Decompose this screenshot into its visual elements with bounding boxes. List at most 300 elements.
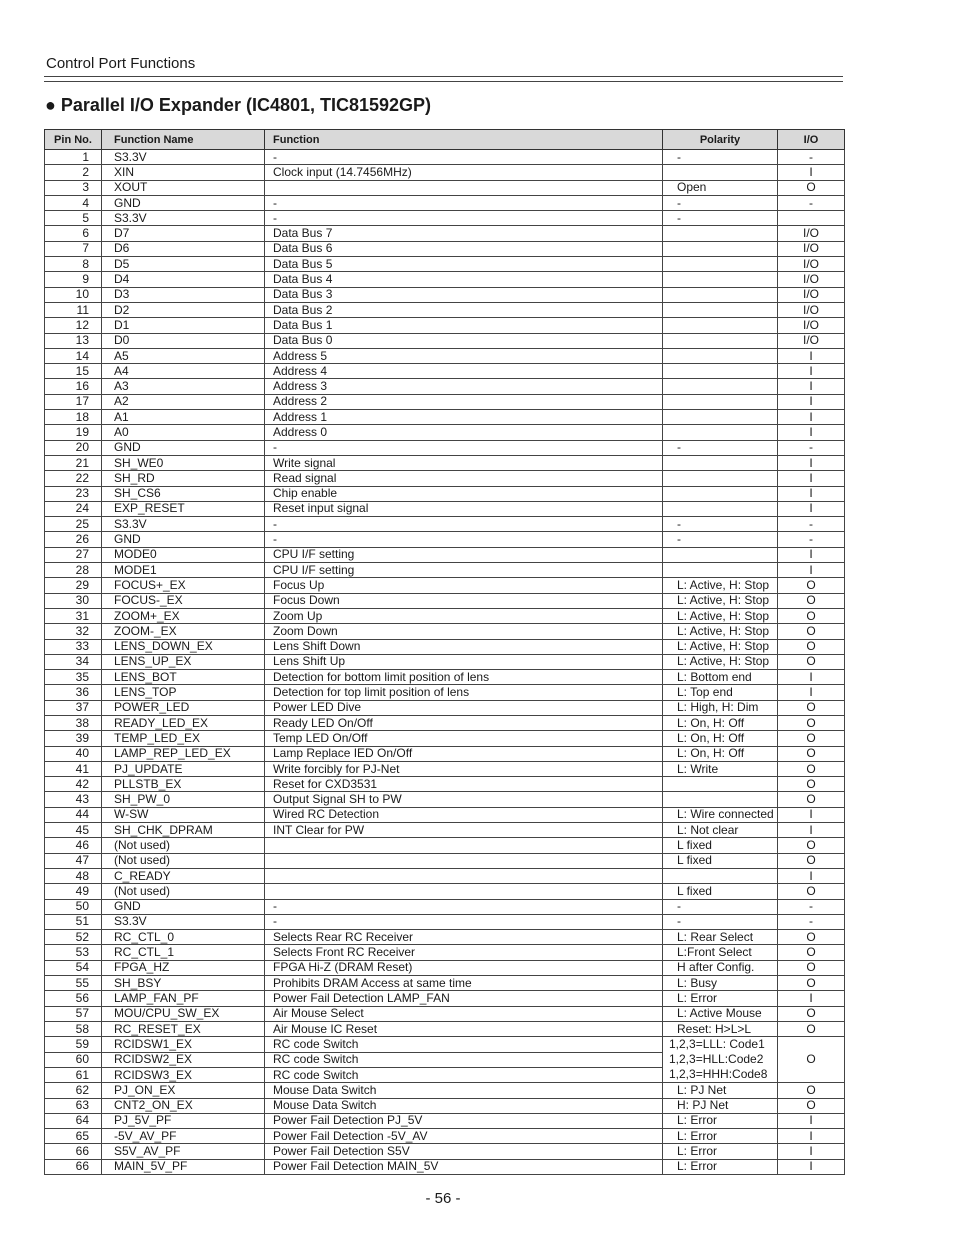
function-name-cell: READY_LED_EX bbox=[102, 715, 265, 730]
function-name-cell: SH_WE0 bbox=[102, 455, 265, 470]
polarity-cell: H: PJ Net bbox=[663, 1098, 778, 1113]
table-row bbox=[45, 960, 845, 975]
io-cell: O bbox=[778, 761, 845, 776]
table-row bbox=[45, 884, 845, 899]
function-name-cell: GND bbox=[102, 899, 265, 914]
function-cell: Address 0 bbox=[265, 425, 663, 440]
pin-number-cell: 17 bbox=[45, 394, 102, 409]
io-cell: O bbox=[778, 838, 845, 853]
table-row bbox=[45, 1021, 845, 1036]
function-name-cell: A3 bbox=[102, 379, 265, 394]
function-name-cell: S3.3V bbox=[102, 914, 265, 929]
pin-number-cell: 44 bbox=[45, 807, 102, 822]
pin-number-cell: 45 bbox=[45, 823, 102, 838]
io-cell: O bbox=[778, 731, 845, 746]
io-cell: O bbox=[778, 1098, 845, 1113]
table-row bbox=[45, 608, 845, 623]
pin-number-cell: 27 bbox=[45, 547, 102, 562]
function-name-cell: SH_RD bbox=[102, 471, 265, 486]
io-cell: O bbox=[778, 700, 845, 715]
io-cell: I bbox=[778, 410, 845, 425]
function-name-cell: PJ_5V_PF bbox=[102, 1113, 265, 1128]
io-cell: I bbox=[778, 868, 845, 883]
pin-number-cell: 13 bbox=[45, 333, 102, 348]
pin-number-cell: 51 bbox=[45, 914, 102, 929]
function-cell: FPGA Hi-Z (DRAM Reset) bbox=[265, 960, 663, 975]
pin-number-cell: 54 bbox=[45, 960, 102, 975]
table-row bbox=[45, 792, 845, 807]
polarity-cell: L: Rear Select bbox=[663, 930, 778, 945]
polarity-cell bbox=[663, 547, 778, 562]
io-cell: I/O bbox=[778, 272, 845, 287]
table-row bbox=[45, 899, 845, 914]
polarity-cell bbox=[663, 471, 778, 486]
polarity-cell: L: Bottom end bbox=[663, 670, 778, 685]
table-row bbox=[45, 364, 845, 379]
polarity-cell bbox=[663, 486, 778, 501]
polarity-cell bbox=[663, 241, 778, 256]
polarity-cell: L:Front Select bbox=[663, 945, 778, 960]
function-name-cell: MODE1 bbox=[102, 563, 265, 578]
polarity-cell bbox=[663, 792, 778, 807]
io-cell: - bbox=[778, 899, 845, 914]
function-name-cell: D6 bbox=[102, 241, 265, 256]
function-cell: Data Bus 6 bbox=[265, 241, 663, 256]
function-cell: Detection for bottom limit position of lens bbox=[265, 670, 663, 685]
polarity-cell: L fixed bbox=[663, 838, 778, 853]
io-cell: I bbox=[778, 1129, 845, 1144]
function-cell: Data Bus 7 bbox=[265, 226, 663, 241]
polarity-cell: L: Active Mouse bbox=[663, 1006, 778, 1021]
io-cell-merged: O bbox=[778, 1037, 845, 1083]
table-row bbox=[45, 715, 845, 730]
pin-number-cell: 21 bbox=[45, 455, 102, 470]
function-name-cell: D2 bbox=[102, 302, 265, 317]
pin-number-cell: 63 bbox=[45, 1098, 102, 1113]
io-cell: O bbox=[778, 1006, 845, 1021]
function-cell bbox=[265, 180, 663, 195]
pin-number-cell: 64 bbox=[45, 1113, 102, 1128]
table-row bbox=[45, 823, 845, 838]
polarity-cell: - bbox=[663, 150, 778, 165]
pin-number-cell: 49 bbox=[45, 884, 102, 899]
polarity-cell: - bbox=[663, 440, 778, 455]
function-cell: Data Bus 0 bbox=[265, 333, 663, 348]
polarity-cell bbox=[663, 410, 778, 425]
function-cell: - bbox=[265, 899, 663, 914]
pin-number-cell: 37 bbox=[45, 700, 102, 715]
function-cell: Detection for top limit position of lens bbox=[265, 685, 663, 700]
table-row bbox=[45, 379, 845, 394]
function-cell: Write forcibly for PJ-Net bbox=[265, 761, 663, 776]
table-row bbox=[45, 257, 845, 272]
polarity-cell: L: On, H: Off bbox=[663, 746, 778, 761]
function-name-cell: RCIDSW1_EX bbox=[102, 1037, 265, 1052]
pin-number-cell: 14 bbox=[45, 348, 102, 363]
function-cell: Wired RC Detection bbox=[265, 807, 663, 822]
pin-number-cell: 26 bbox=[45, 532, 102, 547]
table-row bbox=[45, 1098, 845, 1113]
pin-number-cell: 38 bbox=[45, 715, 102, 730]
function-cell: Selects Rear RC Receiver bbox=[265, 930, 663, 945]
table-row bbox=[45, 348, 845, 363]
pin-number-cell: 62 bbox=[45, 1083, 102, 1098]
table-row bbox=[45, 195, 845, 210]
polarity-cell: L: Error bbox=[663, 1159, 778, 1174]
function-name-cell: POWER_LED bbox=[102, 700, 265, 715]
polarity-cell: L: PJ Net bbox=[663, 1083, 778, 1098]
io-cell: I bbox=[778, 425, 845, 440]
table-row bbox=[45, 930, 845, 945]
pin-number-cell: 22 bbox=[45, 471, 102, 486]
function-cell: Mouse Data Switch bbox=[265, 1083, 663, 1098]
function-name-cell: D3 bbox=[102, 287, 265, 302]
page-title: ● Parallel I/O Expander (IC4801, TIC81592GP) bbox=[45, 95, 432, 115]
function-name-cell: FOCUS+_EX bbox=[102, 578, 265, 593]
polarity-cell bbox=[663, 501, 778, 516]
function-cell: RC code Switch bbox=[265, 1067, 663, 1082]
pin-number-cell: 28 bbox=[45, 563, 102, 578]
function-cell: - bbox=[265, 195, 663, 210]
column-header-function-name: Function Name bbox=[102, 130, 265, 150]
function-name-cell: RCIDSW2_EX bbox=[102, 1052, 265, 1067]
function-cell: INT Clear for PW bbox=[265, 823, 663, 838]
function-name-cell: MODE0 bbox=[102, 547, 265, 562]
table-row bbox=[45, 241, 845, 256]
function-name-cell: LENS_UP_EX bbox=[102, 654, 265, 669]
pin-number-cell: 34 bbox=[45, 654, 102, 669]
function-cell: Zoom Up bbox=[265, 608, 663, 623]
io-cell: - bbox=[778, 195, 845, 210]
table-row bbox=[45, 165, 845, 180]
table-row bbox=[45, 517, 845, 532]
io-cell: I/O bbox=[778, 302, 845, 317]
io-cell: I bbox=[778, 348, 845, 363]
function-cell: Selects Front RC Receiver bbox=[265, 945, 663, 960]
polarity-cell: L: Top end bbox=[663, 685, 778, 700]
pin-number-cell: 41 bbox=[45, 761, 102, 776]
io-cell: O bbox=[778, 930, 845, 945]
pin-number-cell: 25 bbox=[45, 517, 102, 532]
polarity-cell bbox=[663, 394, 778, 409]
polarity-cell: H after Config. bbox=[663, 960, 778, 975]
polarity-cell bbox=[663, 563, 778, 578]
table-row bbox=[45, 593, 845, 608]
function-cell: Data Bus 3 bbox=[265, 287, 663, 302]
function-name-cell: (Not used) bbox=[102, 838, 265, 853]
function-name-cell: (Not used) bbox=[102, 853, 265, 868]
function-cell: Chip enable bbox=[265, 486, 663, 501]
function-name-cell: ZOOM+_EX bbox=[102, 608, 265, 623]
function-cell bbox=[265, 868, 663, 883]
io-cell: O bbox=[778, 976, 845, 991]
pin-number-cell: 52 bbox=[45, 930, 102, 945]
polarity-cell bbox=[663, 455, 778, 470]
table-row bbox=[45, 226, 845, 241]
function-name-cell: GND bbox=[102, 195, 265, 210]
io-cell: O bbox=[778, 884, 845, 899]
function-name-cell: LENS_DOWN_EX bbox=[102, 639, 265, 654]
io-cell: I/O bbox=[778, 241, 845, 256]
pin-number-cell: 2 bbox=[45, 165, 102, 180]
table-row bbox=[45, 455, 845, 470]
function-cell: Temp LED On/Off bbox=[265, 731, 663, 746]
function-cell: Address 4 bbox=[265, 364, 663, 379]
polarity-cell bbox=[663, 348, 778, 363]
polarity-cell bbox=[663, 318, 778, 333]
pin-number-cell: 6 bbox=[45, 226, 102, 241]
pin-number-cell: 42 bbox=[45, 777, 102, 792]
table-row bbox=[45, 654, 845, 669]
io-cell: I bbox=[778, 364, 845, 379]
function-cell: Lens Shift Up bbox=[265, 654, 663, 669]
function-cell: Data Bus 4 bbox=[265, 272, 663, 287]
polarity-cell: - bbox=[663, 914, 778, 929]
polarity-cell bbox=[663, 165, 778, 180]
table-row bbox=[45, 639, 845, 654]
pin-number-cell: 16 bbox=[45, 379, 102, 394]
column-header-io: I/O bbox=[778, 130, 845, 150]
function-cell: Reset input signal bbox=[265, 501, 663, 516]
polarity-cell: L fixed bbox=[663, 853, 778, 868]
function-cell: Address 2 bbox=[265, 394, 663, 409]
polarity-cell: - bbox=[663, 899, 778, 914]
io-cell: - bbox=[778, 517, 845, 532]
function-name-cell: PLLSTB_EX bbox=[102, 777, 265, 792]
function-name-cell: PJ_UPDATE bbox=[102, 761, 265, 776]
io-cell: I bbox=[778, 823, 845, 838]
function-cell: Output Signal SH to PW bbox=[265, 792, 663, 807]
table-row bbox=[45, 440, 845, 455]
function-name-cell: -5V_AV_PF bbox=[102, 1129, 265, 1144]
table-row bbox=[45, 272, 845, 287]
polarity-cell bbox=[663, 333, 778, 348]
pin-number-cell: 66 bbox=[45, 1159, 102, 1174]
polarity-cell: L: Active, H: Stop bbox=[663, 624, 778, 639]
function-name-cell: A5 bbox=[102, 348, 265, 363]
table-row bbox=[45, 838, 845, 853]
table-row bbox=[45, 547, 845, 562]
function-name-cell: PJ_ON_EX bbox=[102, 1083, 265, 1098]
table-row bbox=[45, 1006, 845, 1021]
function-name-cell: D7 bbox=[102, 226, 265, 241]
polarity-cell bbox=[663, 302, 778, 317]
table-row bbox=[45, 394, 845, 409]
io-cell: - bbox=[778, 914, 845, 929]
table-row bbox=[45, 471, 845, 486]
function-name-cell: A1 bbox=[102, 410, 265, 425]
table-header-row bbox=[45, 130, 845, 150]
io-cell: O bbox=[778, 792, 845, 807]
pin-number-cell: 58 bbox=[45, 1021, 102, 1036]
pin-number-cell: 7 bbox=[45, 241, 102, 256]
io-cell: I bbox=[778, 486, 845, 501]
io-cell: O bbox=[778, 746, 845, 761]
polarity-cell: L: Error bbox=[663, 1144, 778, 1159]
io-cell: I bbox=[778, 1113, 845, 1128]
pin-number-cell: 36 bbox=[45, 685, 102, 700]
io-cell: I bbox=[778, 670, 845, 685]
polarity-cell bbox=[663, 257, 778, 272]
function-cell: Prohibits DRAM Access at same time bbox=[265, 976, 663, 991]
table-row bbox=[45, 914, 845, 929]
io-cell: I bbox=[778, 563, 845, 578]
function-name-cell: (Not used) bbox=[102, 884, 265, 899]
io-cell: O bbox=[778, 960, 845, 975]
function-cell: - bbox=[265, 532, 663, 547]
function-cell: Data Bus 1 bbox=[265, 318, 663, 333]
table-row bbox=[45, 486, 845, 501]
function-cell bbox=[265, 838, 663, 853]
polarity-cell: - bbox=[663, 517, 778, 532]
column-header-pin-no: Pin No. bbox=[45, 130, 102, 150]
pin-number-cell: 33 bbox=[45, 639, 102, 654]
io-cell: I bbox=[778, 991, 845, 1006]
io-cell: O bbox=[778, 1083, 845, 1098]
function-cell: Mouse Data Switch bbox=[265, 1098, 663, 1113]
function-cell: Clock input (14.7456MHz) bbox=[265, 165, 663, 180]
function-cell: CPU I/F setting bbox=[265, 547, 663, 562]
pin-number-cell: 50 bbox=[45, 899, 102, 914]
function-cell bbox=[265, 853, 663, 868]
column-header-polarity: Polarity bbox=[663, 130, 778, 150]
function-name-cell: ZOOM-_EX bbox=[102, 624, 265, 639]
io-cell: O bbox=[778, 180, 845, 195]
polarity-line: 1,2,3=HLL:Code2 bbox=[669, 1052, 764, 1067]
io-cell: O bbox=[778, 654, 845, 669]
function-name-cell: A4 bbox=[102, 364, 265, 379]
function-cell: Power Fail Detection S5V bbox=[265, 1144, 663, 1159]
pin-number-cell: 4 bbox=[45, 195, 102, 210]
pin-number-cell: 29 bbox=[45, 578, 102, 593]
io-cell: I bbox=[778, 471, 845, 486]
pin-number-cell: 47 bbox=[45, 853, 102, 868]
polarity-cell bbox=[663, 777, 778, 792]
polarity-cell: L: Active, H: Stop bbox=[663, 593, 778, 608]
pin-number-cell: 61 bbox=[45, 1067, 102, 1082]
table-row bbox=[45, 1083, 845, 1098]
io-cell: I/O bbox=[778, 333, 845, 348]
polarity-cell: L: Error bbox=[663, 991, 778, 1006]
function-name-cell: CNT2_ON_EX bbox=[102, 1098, 265, 1113]
function-name-cell: XIN bbox=[102, 165, 265, 180]
pin-number-cell: 66 bbox=[45, 1144, 102, 1159]
function-name-cell: S3.3V bbox=[102, 517, 265, 532]
function-cell: Power Fail Detection PJ_5V bbox=[265, 1113, 663, 1128]
function-cell: Ready LED On/Off bbox=[265, 715, 663, 730]
polarity-cell: L: Active, H: Stop bbox=[663, 578, 778, 593]
polarity-cell-merged bbox=[663, 1037, 778, 1083]
io-cell: O bbox=[778, 578, 845, 593]
function-cell: Lens Shift Down bbox=[265, 639, 663, 654]
header-rule bbox=[44, 76, 843, 82]
function-name-cell: RC_RESET_EX bbox=[102, 1021, 265, 1036]
function-name-cell: C_READY bbox=[102, 868, 265, 883]
function-name-cell: FOCUS-_EX bbox=[102, 593, 265, 608]
polarity-cell: L: High, H: Dim bbox=[663, 700, 778, 715]
io-cell: I bbox=[778, 394, 845, 409]
polarity-cell bbox=[663, 364, 778, 379]
pin-number-cell: 18 bbox=[45, 410, 102, 425]
function-name-cell: LENS_BOT bbox=[102, 670, 265, 685]
io-cell: I/O bbox=[778, 318, 845, 333]
table-row bbox=[45, 761, 845, 776]
function-cell bbox=[265, 884, 663, 899]
pin-number-cell: 57 bbox=[45, 1006, 102, 1021]
function-name-cell: RC_CTL_0 bbox=[102, 930, 265, 945]
polarity-line: 1,2,3=HHH:Code8 bbox=[669, 1067, 768, 1082]
function-name-cell: GND bbox=[102, 532, 265, 547]
table-row bbox=[45, 1037, 845, 1052]
table-row bbox=[45, 746, 845, 761]
pin-number-cell: 20 bbox=[45, 440, 102, 455]
table-row bbox=[45, 410, 845, 425]
function-name-cell: GND bbox=[102, 440, 265, 455]
pin-number-cell: 23 bbox=[45, 486, 102, 501]
io-cell: I bbox=[778, 379, 845, 394]
pin-number-cell: 65 bbox=[45, 1129, 102, 1144]
pin-number-cell: 3 bbox=[45, 180, 102, 195]
pin-number-cell: 8 bbox=[45, 257, 102, 272]
function-name-cell: SH_CHK_DPRAM bbox=[102, 823, 265, 838]
table-row bbox=[45, 777, 845, 792]
table-row bbox=[45, 578, 845, 593]
table-row bbox=[45, 700, 845, 715]
table-row bbox=[45, 976, 845, 991]
pin-number-cell: 11 bbox=[45, 302, 102, 317]
pin-number-cell: 24 bbox=[45, 501, 102, 516]
function-cell: - bbox=[265, 914, 663, 929]
pin-number-cell: 59 bbox=[45, 1037, 102, 1052]
table-row bbox=[45, 318, 845, 333]
table-row bbox=[45, 150, 845, 165]
function-name-cell: SH_CS6 bbox=[102, 486, 265, 501]
function-name-cell: SH_BSY bbox=[102, 976, 265, 991]
io-cell: O bbox=[778, 1021, 845, 1036]
polarity-cell: - bbox=[663, 195, 778, 210]
io-cell: - bbox=[778, 150, 845, 165]
table-row bbox=[45, 868, 845, 883]
polarity-cell bbox=[663, 272, 778, 287]
io-cell: I/O bbox=[778, 287, 845, 302]
function-cell: Data Bus 5 bbox=[265, 257, 663, 272]
io-cell: I bbox=[778, 501, 845, 516]
table-row bbox=[45, 1129, 845, 1144]
function-cell: Write signal bbox=[265, 455, 663, 470]
function-cell: Power Fail Detection LAMP_FAN bbox=[265, 991, 663, 1006]
io-cell: I bbox=[778, 165, 845, 180]
polarity-cell: L: On, H: Off bbox=[663, 715, 778, 730]
table-row bbox=[45, 991, 845, 1006]
table-row bbox=[45, 532, 845, 547]
io-cell: I bbox=[778, 1159, 845, 1174]
function-name-cell: D0 bbox=[102, 333, 265, 348]
polarity-cell: L: Error bbox=[663, 1113, 778, 1128]
table-body bbox=[45, 150, 845, 1175]
pin-number-cell: 30 bbox=[45, 593, 102, 608]
function-cell: Air Mouse Select bbox=[265, 1006, 663, 1021]
pin-number-cell: 55 bbox=[45, 976, 102, 991]
pin-number-cell: 35 bbox=[45, 670, 102, 685]
polarity-cell: L: Write bbox=[663, 761, 778, 776]
function-name-cell: RCIDSW3_EX bbox=[102, 1067, 265, 1082]
polarity-cell: Reset: H>L>L bbox=[663, 1021, 778, 1036]
table-row bbox=[45, 670, 845, 685]
function-cell: - bbox=[265, 211, 663, 226]
table-row bbox=[45, 1159, 845, 1174]
pin-number-cell: 10 bbox=[45, 287, 102, 302]
function-cell: Focus Up bbox=[265, 578, 663, 593]
